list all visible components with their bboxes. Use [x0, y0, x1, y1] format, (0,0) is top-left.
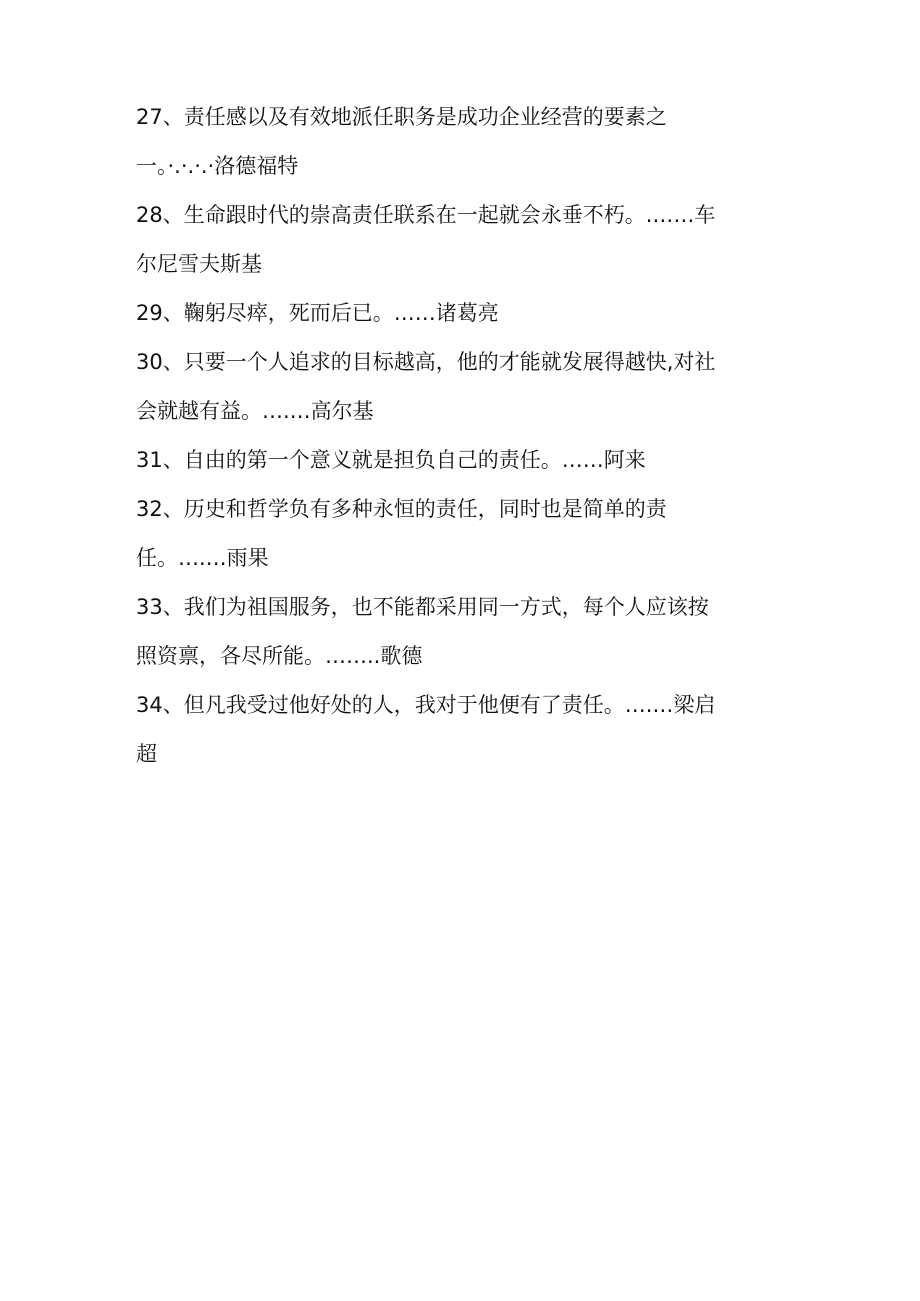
quote-30-line-2: 会就越有益。….…高尔基: [136, 399, 374, 423]
quote-31-line-1: 31、自由的第一个意义就是担负自己的责任。……阿来: [136, 448, 646, 472]
quote-list: [136, 93, 784, 779]
quote-32-line-2: 任。….…雨果: [136, 546, 269, 570]
quote-33-line-1: 33、我们为祖国服务，也不能都采用同一方式，每个人应该按: [136, 595, 709, 619]
quote-28-line-2: 尔尼雪夫斯基: [136, 252, 262, 276]
quote-32-line-1: 32、历史和哲学负有多种永恒的责任，同时也是简单的责: [136, 497, 667, 521]
quote-34-line-2: 超: [136, 742, 157, 766]
quote-33-line-2: 照资禀，各尽所能。……..歌德: [136, 644, 423, 668]
quote-30-line-1: 30、只要一个人追求的目标越高，他的才能就发展得越快,对社: [136, 350, 716, 374]
quote-34-line-1: 34、但凡我受过他好处的人，我对于他便有了责任。….…梁启: [136, 693, 716, 717]
quote-29-line-1: 29、鞠躬尽瘁，死而后已。……诸葛亮: [136, 301, 499, 325]
quote-28-line-1: 28、生命跟时代的崇高责任联系在一起就会永垂不朽。.……车: [136, 203, 716, 227]
quote-27-line-2: 一。·.·.·.·洛德福特: [136, 154, 299, 178]
quote-27-line-1: 27、责任感以及有效地派任职务是成功企业经营的要素之: [136, 105, 667, 129]
